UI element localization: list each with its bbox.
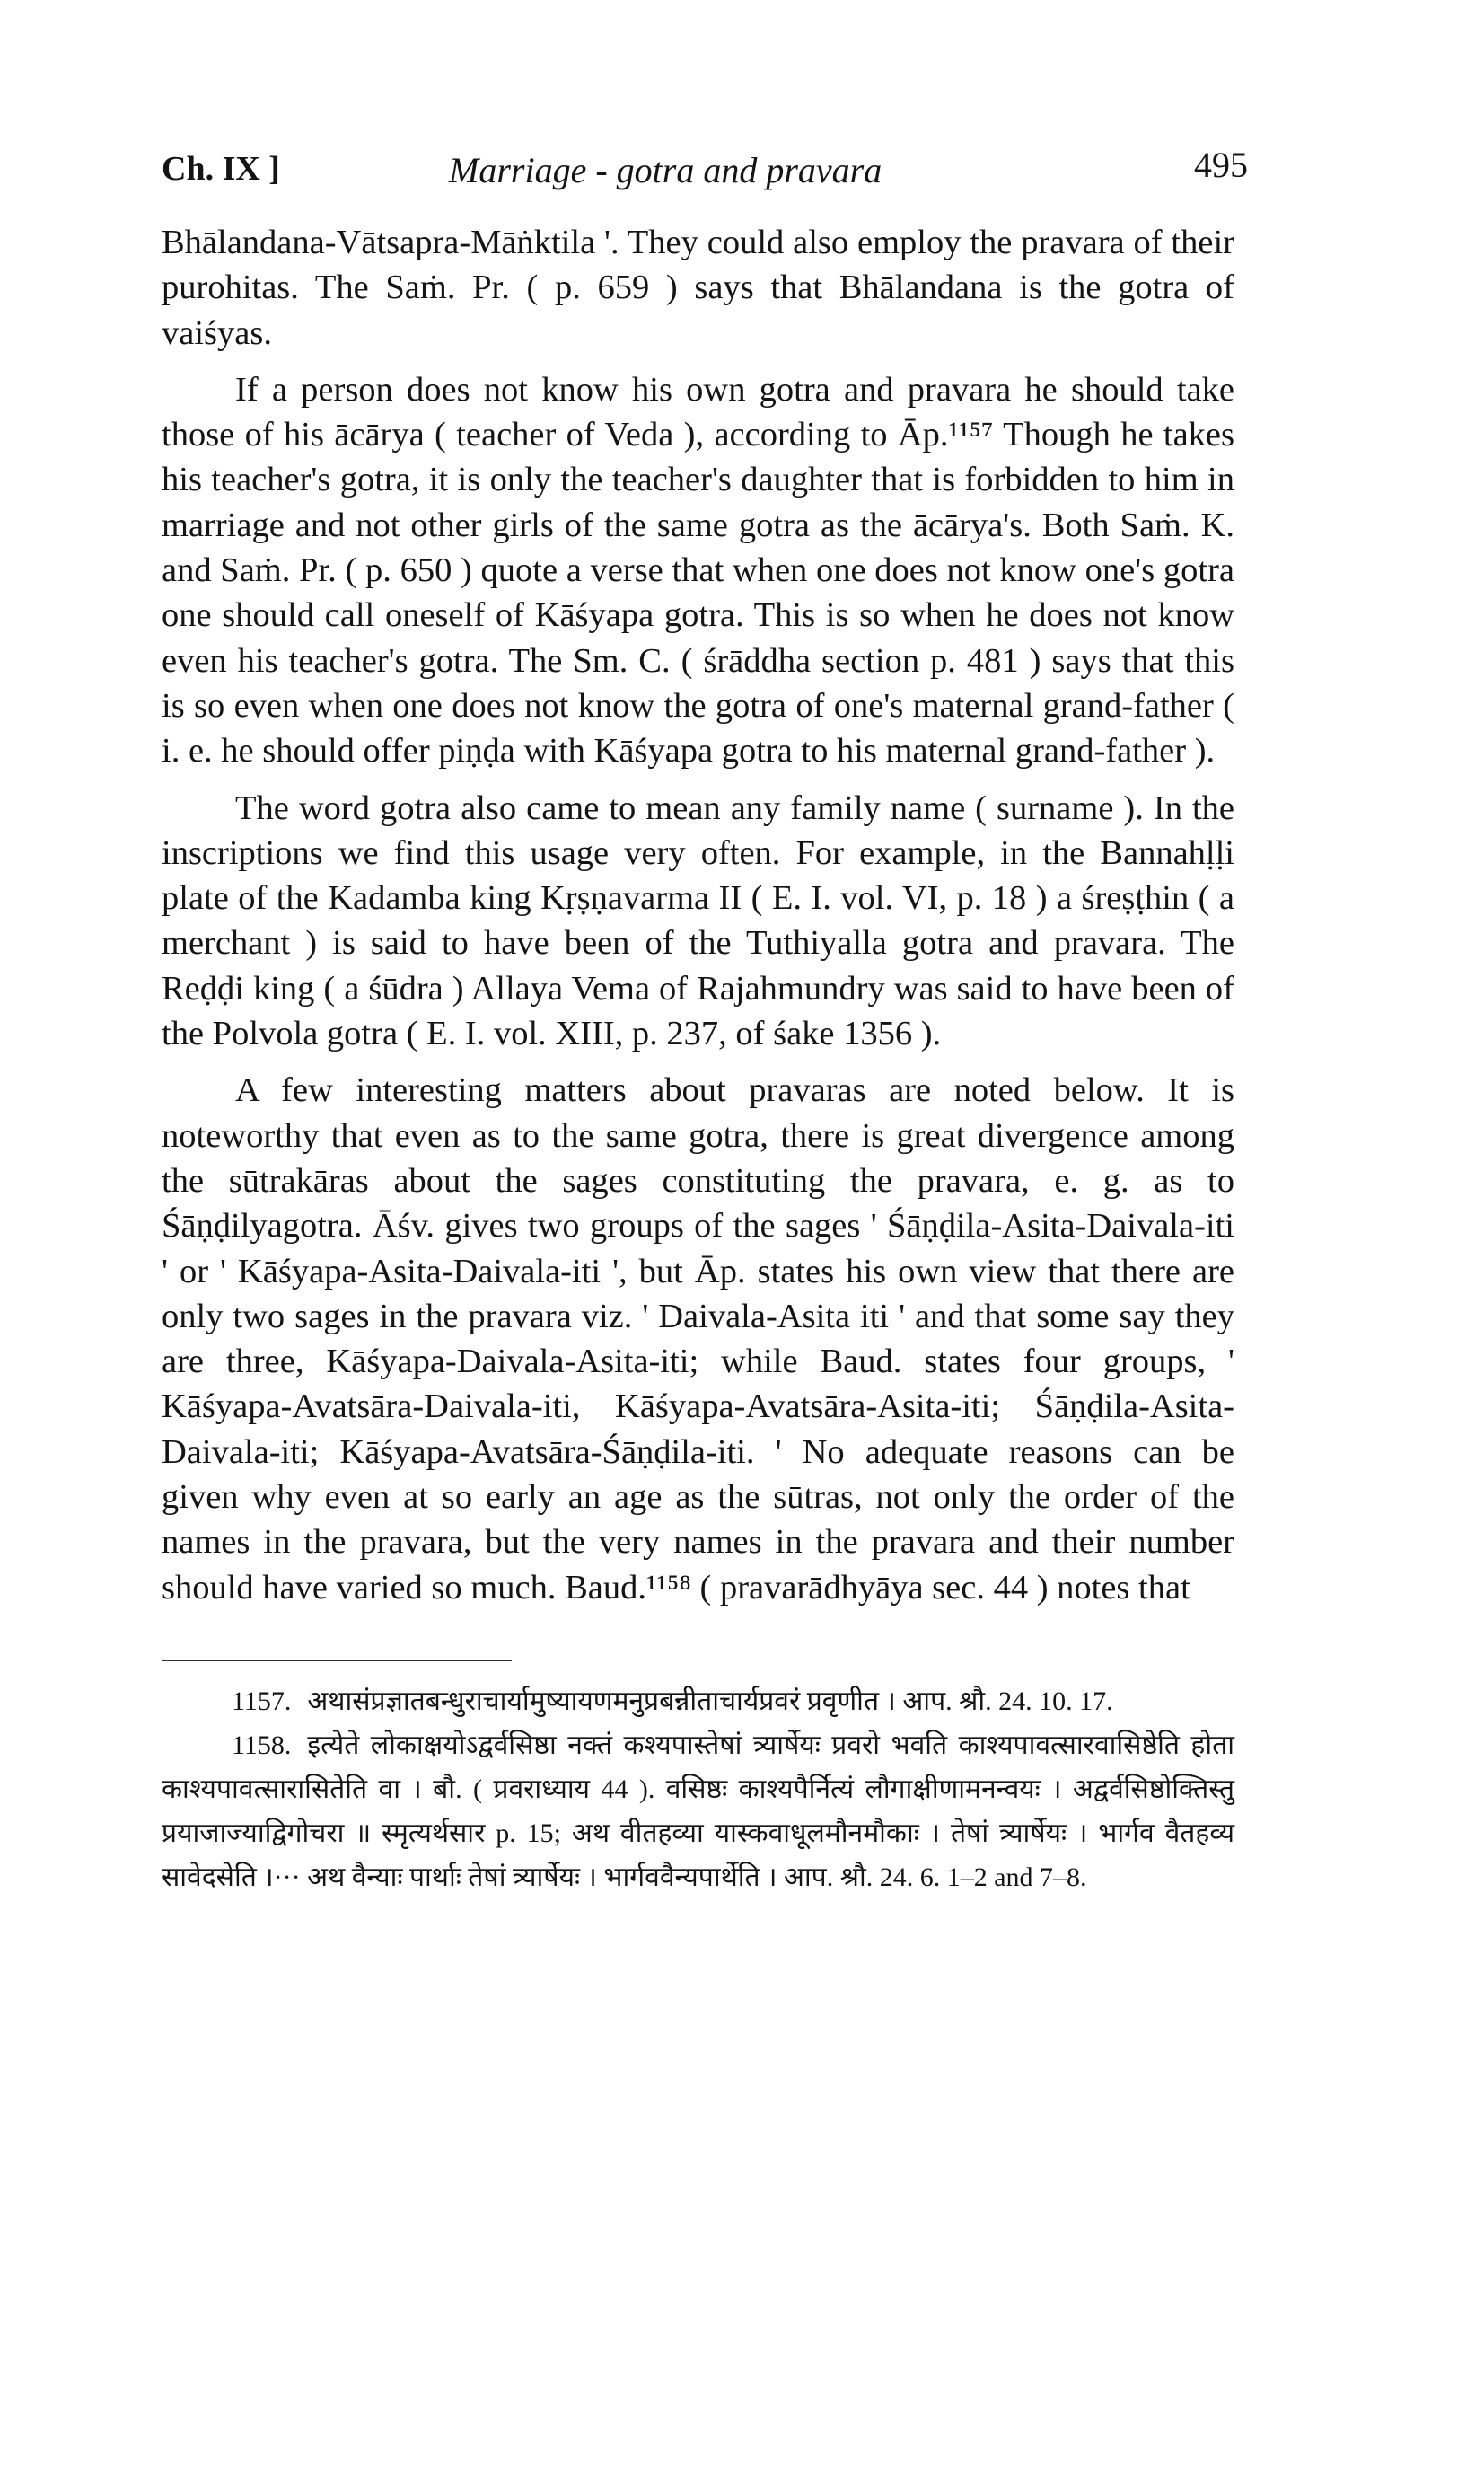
running-header <box>162 144 1248 198</box>
paragraph-1: Bhālandana-Vātsapra-Māṅktila '. They could also employ the pravara of their purohitas. The Saṁ. Pr. ( p. 659 ) says that Bhālandana is the gotra of vaiśyas. <box>162 224 1234 352</box>
footnote-text: अथासंप्रज्ञातबन्धुराचार्यामुष्यायणमनुप्रबन्नीताचार्यप्रवरं प्रवृणीत । आप. श्रौ. 24. 10. 17. <box>307 1686 1113 1716</box>
paragraph-4: A few interesting matters about pravaras are noted below. It is noteworthy that even as to the same gotra, there is great divergence among the sūtrakāras about the sages constituting the pravara, e. g. as to Śāṇḍilyagotra. Āśv. gives two groups of the sages ' Śāṇḍila-Asita-Daivala-iti ' or ' Kāśyapa-Asita-Daivala-iti ', but Āp. states his own view that there are only two sages in the pravara viz. ' Daivala-Asita iti ' and that some say they are three, Kāśyapa-Daivala-Asita-iti; while Baud. states four groups, ' Kāśyapa-Avatsāra-Daivala-iti, Kāśyapa-Avatsāra-Asita-iti; Śāṇḍila-Asita-Daivala-iti; Kāśyapa-Avatsāra-Śāṇḍila-iti. ' No adequate reasons can be given why even at so early an age as the sūtras, not only the order of the names in the pravara, but the very names in the pravara and their number should have varied so much. Baud.¹¹⁵⁸ ( pravarādhyāya sec. 44 ) notes that <box>162 1071 1234 1607</box>
footnote-number: 1157. <box>232 1686 292 1716</box>
footnote-1157 <box>162 1679 1234 1723</box>
chapter-label: Ch. IX ] <box>162 150 280 188</box>
main-text <box>162 220 1234 1610</box>
paragraph-2: If a person does not know his own gotra and pravara he should take those of his ācārya ( teacher of Veda ), according to Āp.¹¹⁵⁷ Though he takes his teacher's gotra, it is only the teacher's daughter that is forbidden to him in marriage and not other girls of the same gotra as the ācārya's. Both Saṁ. K. and Saṁ. Pr. ( p. 650 ) quote a verse that when one does not know one's gotra one should call oneself of Kāśyapa gotra. This is so when he does not know even his teacher's gotra. The Sm. C. ( śrāddha section p. 481 ) says that this is so even when one does not know the gotra of one's maternal grand-father ( i. e. he should offer piṇḍa with Kāśyapa gotra to his maternal grand-father ). <box>162 370 1234 770</box>
footnote-1158 <box>162 1723 1234 1899</box>
footnote-text: इत्येते लोकाक्षयोऽद्वर्वसिष्ठा नक्तं कश्यपास्तेषां त्र्यार्षेयः प्रवरो भवति काश्यपावत्सारवासिष्ठेति होता काश्यपावत्सारासितेति वा । बौ. ( प्रवराध्याय 44 ). वसिष्ठः काश्यपैर्नित्यं लौगाक्षीणामनन्वयः । अद्वर्वसिष्ठोक्तिस्तु प्रयाजाज्याद्विगोचरा ॥ स्मृत्यर्थसार p. 15; अथ वीतहव्या यास्कवाधूलमौनमौकाः । तेषां त्र्यार्षेयः । भार्गव वैतहव्य सावेदसेति ।··· अथ वैन्याः पार्थाः तेषां त्र्यार्षेयः । भार्गववैन्यपार्थेति । आप. श्रौ. 24. 6. 1–2 and 7–8. <box>162 1730 1234 1892</box>
running-title: Marriage - gotra and pravara <box>449 150 882 190</box>
footnote-divider <box>162 1660 512 1661</box>
footnote-number: 1158. <box>232 1730 292 1760</box>
footnotes <box>162 1679 1234 1899</box>
paragraph-3: The word gotra also came to mean any family name ( surname ). In the inscriptions we find this usage very often. For example, in the Bannahḷḷi plate of the Kadamba king Kṛṣṇavarma II ( E. I. vol. VI, p. 18 ) a śreṣṭhin ( a merchant ) is said to have been of the Tuthiyalla gotra and pravara. The Reḍḍi king ( a śūdra ) Allaya Vema of Rajahmundry was said to have been of the Polvola gotra ( E. I. vol. XIII, p. 237, of śake 1356 ). <box>162 788 1234 1053</box>
page-number: 495 <box>1194 145 1248 185</box>
